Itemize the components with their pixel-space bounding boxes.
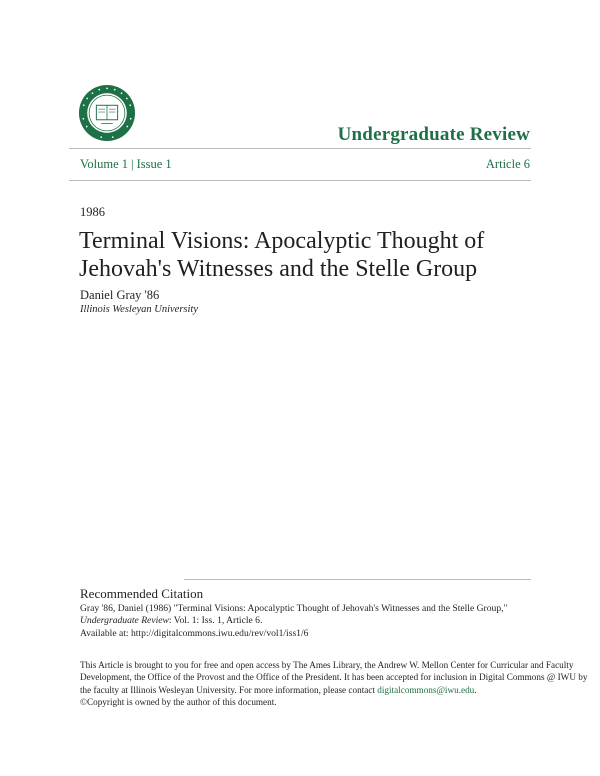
citation-volume-info: : Vol. 1: Iss. 1, Article 6. (168, 615, 263, 627)
article-title (79, 227, 519, 283)
citation-body (80, 603, 540, 640)
issue-link[interactable]: Issue 1 (136, 157, 172, 171)
article-title-line-1: Terminal Visions: Apocalyptic Thought of (79, 228, 485, 254)
copyright-line: ©Copyright is owned by the author of this document. (80, 697, 277, 708)
citation-line-1: Gray '86, Daniel (1986) "Terminal Visions: Apocalyptic Thought of Jehovah's Witnesses and the Stelle Group," (80, 603, 508, 614)
notice-line-3-text: the faculty at Illinois Wesleyan University. For more information, please contact (80, 684, 378, 695)
author-name: Daniel Gray '86 (80, 288, 160, 302)
article-number-link[interactable]: Article 6 (485, 157, 530, 171)
citation-journal: Undergraduate Review (80, 615, 169, 627)
header-top-divider (69, 148, 531, 149)
notice-line-3-end: . (474, 684, 477, 695)
journal-title[interactable]: Undergraduate Review (337, 124, 530, 145)
notice-line-2: Development, the Office of the Provost and the Office of the President. It has been accepted for inclusion in Digital Commons @ IWU by (80, 672, 588, 683)
volume-issue (80, 157, 172, 172)
article-title-line-2: Jehovah's Witnesses and the Stelle Group (79, 256, 478, 282)
access-notice (80, 659, 588, 709)
volume-link[interactable]: Volume 1 (80, 157, 129, 171)
author-affiliation: Illinois Wesleyan University (80, 304, 199, 315)
notice-line-1: This Article is brought to you for free and open access by The Ames Library, the Andrew W. Mellon Center for Curricular and Faculty (80, 660, 574, 670)
citation-divider (184, 579, 531, 580)
publication-year: 1986 (80, 205, 105, 219)
citation-line-2 (80, 615, 540, 627)
volume-issue-separator: | (131, 157, 134, 171)
header-bottom-divider (69, 180, 531, 181)
notice-line-3 (80, 684, 550, 696)
university-seal-logo (78, 84, 136, 142)
citation-url: Available at: http://digitalcommons.iwu.edu/rev/vol1/iss1/6 (80, 627, 309, 639)
citation-heading: Recommended Citation (80, 586, 204, 601)
contact-email-link[interactable]: digitalcommons@iwu.edu (377, 684, 475, 695)
